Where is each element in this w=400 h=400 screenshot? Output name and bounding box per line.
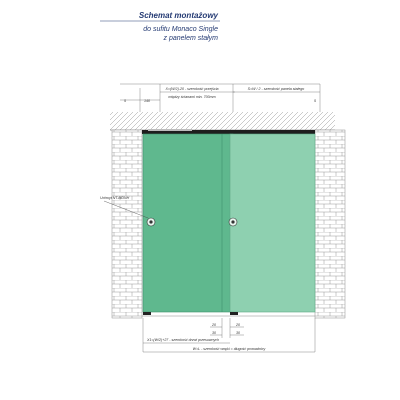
right-wall xyxy=(315,130,345,318)
sliding-door-glass xyxy=(143,134,233,312)
ceiling-hatch xyxy=(110,112,335,130)
bottom-20-right-label: 20 xyxy=(236,323,240,327)
passage-width-label: X=(W/2)-20 - szerokość przejścia xyxy=(165,87,219,91)
left-offset-label: 140 xyxy=(144,99,150,103)
total-width-label: W=L - szerokość wnęki = długość prowadnicy xyxy=(192,347,266,351)
diagram-subtitle-2: z panelem stałym xyxy=(163,35,218,42)
right-gap-label: 5 xyxy=(314,99,316,103)
title-block xyxy=(100,11,220,42)
left-gap-label: 5 xyxy=(124,99,126,103)
bottom-30-left-label: 30 xyxy=(212,331,216,335)
diagram-title: Schemat montażowy xyxy=(138,11,218,20)
floor-guide-left xyxy=(143,312,151,315)
ceiling xyxy=(110,112,335,130)
fixed-panel-glass xyxy=(230,134,315,312)
left-wall xyxy=(112,130,142,318)
floor-guide-right xyxy=(230,312,238,315)
fixed-panel-label: S=W / 2 - szerokość panela stałego xyxy=(247,87,305,91)
passage-min-label: między ścianami min. 700mm xyxy=(168,95,216,99)
bottom-30-right-label: 30 xyxy=(236,331,240,335)
handle-left-icon xyxy=(147,218,155,226)
bottom-dimensions xyxy=(143,318,315,352)
bottom-20-left-label: 20 xyxy=(212,323,216,327)
door-width-label: X1=(W/2)+27 - szerokość drzwi przesuwnych xyxy=(146,338,220,342)
handle-callout-label: Uchwyt NT-MDNH xyxy=(100,196,130,200)
diagram-subtitle-1: do sufitu Monaco Single xyxy=(143,26,218,33)
slider-carriage xyxy=(148,129,192,131)
handle-right-icon xyxy=(229,218,237,226)
